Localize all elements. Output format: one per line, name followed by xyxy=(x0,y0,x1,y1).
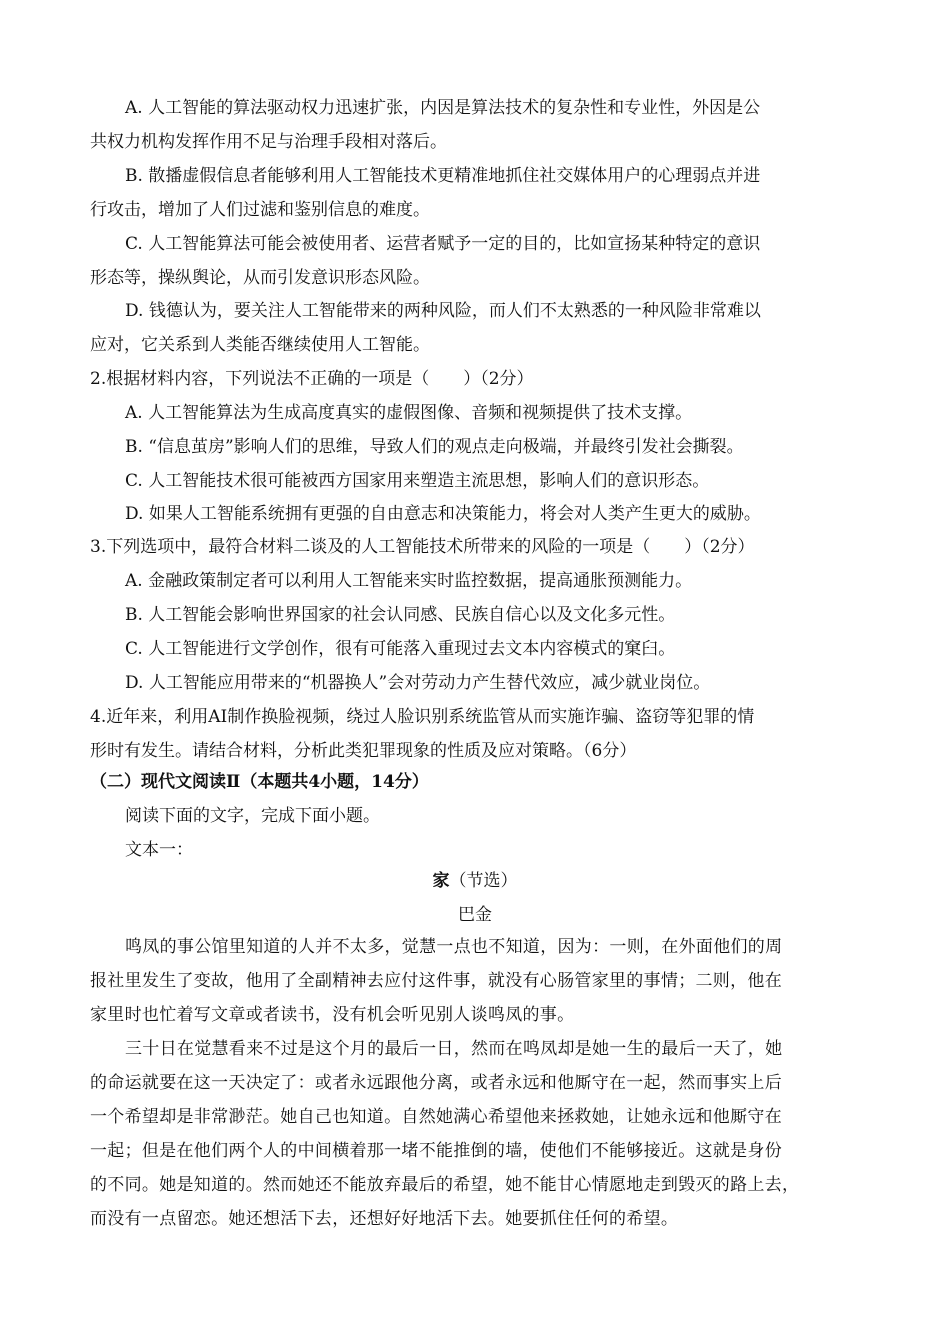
q1-option-c-line2: 形态等，操纵舆论，从而引发意识形态风险。 xyxy=(90,268,430,288)
q1-option-c-line1: C. 人工智能算法可能会被使用者、运营者赋予一定的目的，比如宣扬某种特定的意识 xyxy=(125,234,761,254)
story-p2-line2: 的命运就要在这一天决定了：或者永远跟他分离，或者永远和他厮守在一起，然而事实上后 xyxy=(90,1073,782,1093)
q2-option-d: D. 如果人工智能系统拥有更强的自由意志和决策能力，将会对人类产生更大的威胁。 xyxy=(125,504,761,524)
story-p1-line3: 家里时也忙着写文章或者读书，没有机会听见别人谈鸣凤的事。 xyxy=(90,1005,575,1025)
q2-option-c: C. 人工智能技术很可能被西方国家用来塑造主流思想，影响人们的意识形态。 xyxy=(125,471,710,491)
section-heading: （二）现代文阅读Ⅱ（本题共4小题，14分） xyxy=(90,772,429,792)
q2-option-a: A. 人工智能算法为生成高度真实的虚假图像、音频和视频提供了技术支撑。 xyxy=(125,403,693,423)
section-instruction: 阅读下面的文字，完成下面小题。 xyxy=(125,806,380,826)
q3-stem: 3.下列选项中，最符合材料二谈及的人工智能技术所带来的风险的一项是（ ）（2分） xyxy=(90,537,755,557)
text-title xyxy=(0,869,950,893)
text-title-main: 家 xyxy=(432,871,450,891)
q1-option-b-line1: B. 散播虚假信息者能够利用人工智能技术更精准地抓住社交媒体用户的心理弱点并进 xyxy=(125,166,761,186)
story-p1-line1: 鸣凤的事公馆里知道的人并不太多，觉慧一点也不知道，因为：一则，在外面他们的周 xyxy=(125,937,783,957)
q3-option-d: D. 人工智能应用带来的“机器换人”会对劳动力产生替代效应，减少就业岗位。 xyxy=(125,673,711,693)
story-p2-line5: 的不同。她是知道的。然而她还不能放弃最后的希望，她不能甘心情愿地走到毁灭的路上去， xyxy=(90,1175,800,1195)
q3-option-b: B. 人工智能会影响世界国家的社会认同感、民族自信心以及文化多元性。 xyxy=(125,605,676,625)
story-p2-line1: 三十日在觉慧看来不过是这个月的最后一日，然而在鸣凤却是她一生的最后一天了，她 xyxy=(125,1039,783,1059)
q1-option-a-line1: A. 人工智能的算法驱动权力迅速扩张，内因是算法技术的复杂性和专业性，外因是公 xyxy=(125,98,761,118)
q1-option-d-line1: D. 钱德认为，要关注人工智能带来的两种风险，而人们不太熟悉的一种风险非常难以 xyxy=(125,301,761,321)
story-p2-line6: 而没有一点留恋。她还想活下去，还想好好地活下去。她要抓住任何的希望。 xyxy=(90,1209,679,1229)
q1-option-d-line2: 应对，它关系到人类能否继续使用人工智能。 xyxy=(90,335,430,355)
q1-option-a-line2: 共权力机构发挥作用不足与治理手段相对落后。 xyxy=(90,132,447,152)
text-label: 文本一： xyxy=(125,840,193,860)
q2-stem: 2.根据材料内容，下列说法不正确的一项是（ ）（2分） xyxy=(90,369,534,389)
story-p2-line4: 一起；但是在他们两个人的中间横着那一堵不能推倒的墙，使他们不能够接近。这就是身份 xyxy=(90,1141,782,1161)
q4-line1: 4.近年来，利用AI制作换脸视频，绕过人脸识别系统监管从而实施诈骗、盗窃等犯罪的情 xyxy=(90,707,755,727)
q1-option-b-line2: 行攻击，增加了人们过滤和鉴别信息的难度。 xyxy=(90,200,430,220)
story-p2-line3: 一个希望却是非常渺茫。她自己也知道。自然她满心希望他来拯救她，让她永远和他厮守在 xyxy=(90,1107,782,1127)
text-author: 巴金 xyxy=(458,905,492,925)
text-title-note: （节选） xyxy=(449,871,518,891)
q3-option-c: C. 人工智能进行文学创作，很有可能落入重现过去文本内容模式的窠臼。 xyxy=(125,639,676,659)
q2-option-b: B. “信息茧房”影响人们的思维，导致人们的观点走向极端，并最终引发社会撕裂。 xyxy=(125,437,744,457)
q4-line2: 形时有发生。请结合材料，分析此类犯罪现象的性质及应对策略。（6分） xyxy=(90,741,637,761)
q3-option-a: A. 金融政策制定者可以利用人工智能来实时监控数据，提高通胀预测能力。 xyxy=(125,571,693,591)
story-p1-line2: 报社里发生了变故，他用了全副精神去应付这件事，就没有心肠管家里的事情；二则，他在 xyxy=(90,971,782,991)
